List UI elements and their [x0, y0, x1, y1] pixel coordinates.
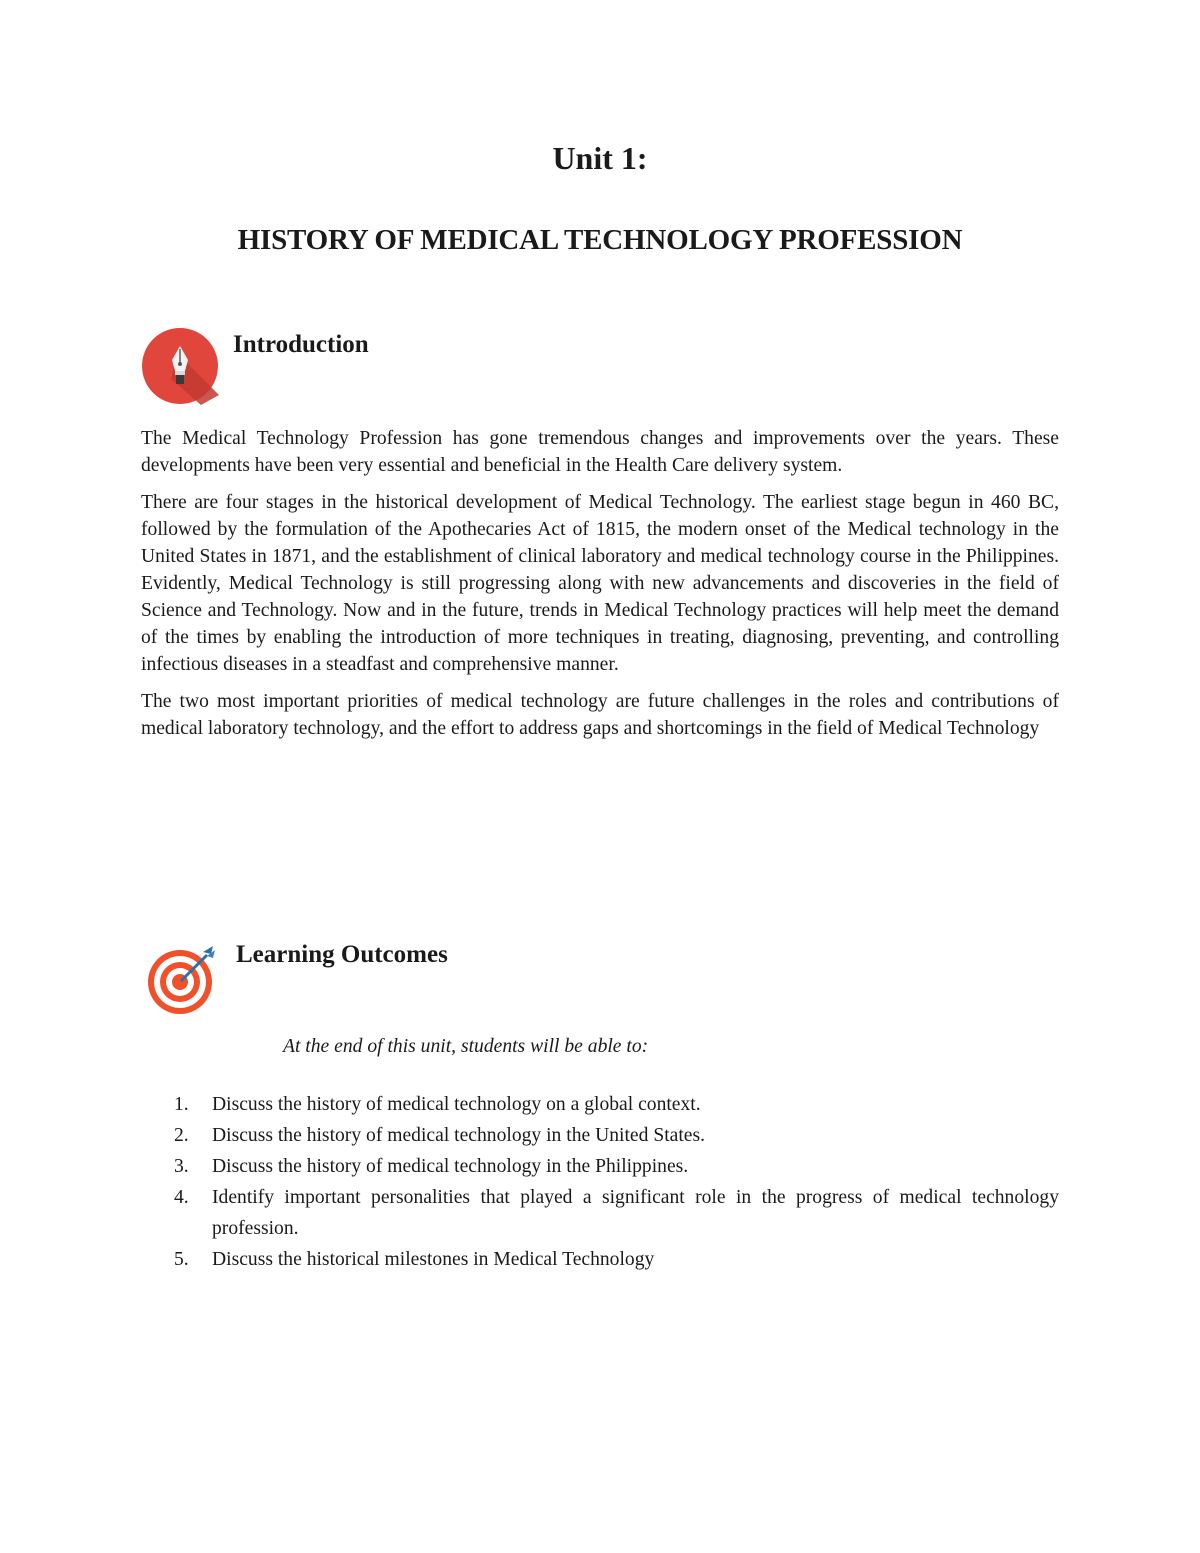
- learning-outcomes-list: [141, 1089, 1059, 1275]
- list-item-text: Discuss the history of medical technology on a global context.: [212, 1094, 701, 1115]
- target-icon: [145, 944, 217, 1016]
- list-item-text: Identify important personalities that played a significant role in the progress of medical technology profession.: [212, 1187, 1059, 1239]
- page-title: HISTORY OF MEDICAL TECHNOLOGY PROFESSION: [237, 224, 963, 256]
- list-item-number: 2.: [174, 1125, 189, 1146]
- fountain-pen-icon: [141, 327, 219, 405]
- introduction-paragraph-3: The two most important priorities of medical technology are future challenges in the roles and contributions of medical laboratory technology, and the effort to address gaps and shortcomings in the field of Medical Technology: [141, 691, 1059, 739]
- list-item-number: 5.: [174, 1249, 189, 1270]
- list-item-number: 1.: [174, 1094, 189, 1115]
- list-item-text: Discuss the history of medical technology in the United States.: [212, 1125, 706, 1146]
- list-item: [141, 1089, 1059, 1120]
- unit-title: Unit 1:: [552, 140, 648, 176]
- list-item: [141, 1120, 1059, 1151]
- list-item: [141, 1244, 1059, 1275]
- introduction-heading: Introduction: [233, 331, 369, 358]
- list-item-text: Discuss the historical milestones in Medical Technology: [212, 1249, 655, 1270]
- introduction-body: [141, 425, 1059, 752]
- list-item: [141, 1151, 1059, 1182]
- list-item-text: Discuss the history of medical technology in the Philippines.: [212, 1156, 689, 1177]
- list-item-number: 3.: [174, 1156, 189, 1177]
- introduction-paragraph-1: The Medical Technology Profession has gone tremendous changes and improvements over the years. These developments have been very essential and beneficial in the Health Care delivery system.: [141, 428, 1059, 476]
- learning-outcomes-lead: At the end of this unit, students will be able to:: [283, 1036, 649, 1057]
- introduction-paragraph-2: There are four stages in the historical development of Medical Technology. The earliest stage begun in 460 BC, followed by the formulation of the Apothecaries Act of 1815, the modern onset of the Medical technology in the United States in 1871, and the establishment of clinical laboratory and medical technology course in the Philippines. Evidently, Medical Technology is still progressing along with new advancements and discoveries in the field of Science and Technology. Now and in the future, trends in Medical Technology practices will help meet the demand of the times by enabling the introduction of more techniques in treating, diagnosing, preventing, and controlling infectious diseases in a steadfast and comprehensive manner.: [141, 492, 1059, 675]
- list-item-number: 4.: [174, 1187, 189, 1208]
- list-item: [141, 1182, 1059, 1244]
- learning-outcomes-heading: Learning Outcomes: [236, 941, 448, 968]
